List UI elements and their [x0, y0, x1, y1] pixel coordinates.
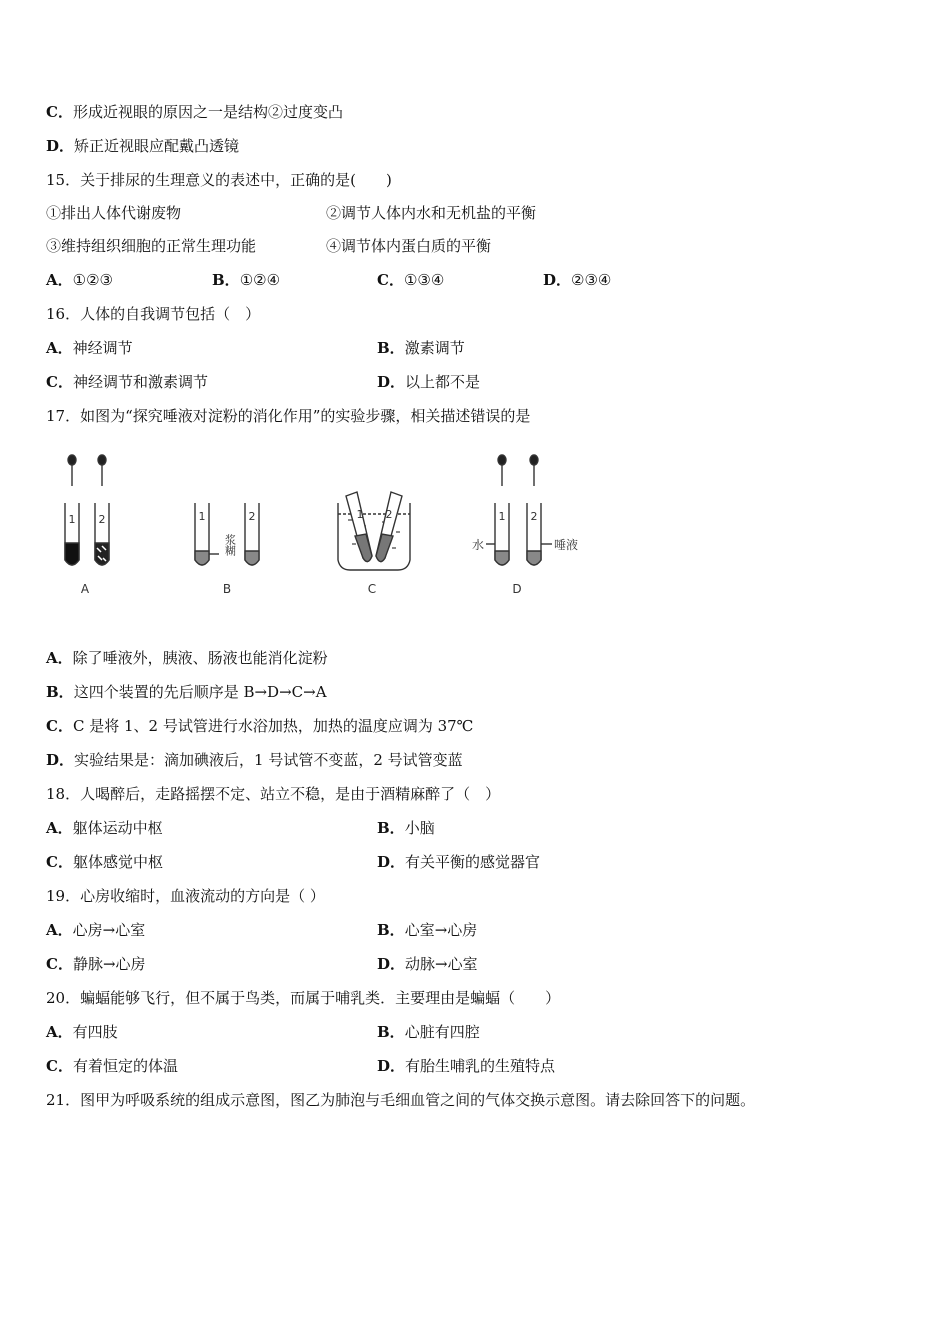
panel-b-tube-1: 1	[198, 510, 206, 523]
q17-experiment-figure	[52, 448, 612, 608]
q17-option-d[interactable]: D．实验结果是：滴加碘液后，1 号试管不变蓝，2 号试管变蓝	[46, 751, 463, 769]
q15-option-c[interactable]: C．①③④	[377, 271, 445, 289]
panel-a-label: A	[80, 582, 90, 596]
panel-c	[338, 492, 410, 570]
q18-option-c[interactable]: C．躯体感觉中枢	[46, 853, 163, 871]
q15-item-4: ④调节体内蛋白质的平衡	[326, 237, 492, 255]
q19-option-d[interactable]: D．动脉→心室	[377, 955, 478, 973]
panel-a-tube-1: 1	[68, 513, 76, 526]
q21-stem: 21．图甲为呼吸系统的组成示意图，图乙为肺泡与毛细血管之间的气体交换示意图。请去除回答下的问题。	[46, 1091, 756, 1109]
q19-stem: 19．心房收缩时，血液流动的方向是（ ）	[46, 887, 325, 905]
q20-option-a[interactable]: A．有四肢	[46, 1023, 118, 1041]
panel-d-tube-1: 1	[498, 510, 506, 523]
q19-option-b[interactable]: B．心室→心房	[377, 921, 478, 939]
panel-d-saliva-label: 唾液	[554, 538, 579, 552]
q18-option-d[interactable]: D．有关平衡的感觉器官	[377, 853, 541, 871]
q15-item-1: ①排出人体代谢废物	[46, 204, 182, 222]
panel-d	[486, 455, 552, 565]
q18-stem: 18．人喝醉后，走路摇摆不定、站立不稳，是由于酒精麻醉了（ ）	[46, 785, 501, 803]
panel-d-tube-2: 2	[530, 510, 538, 523]
q15-item-3: ③维持组织细胞的正常生理功能	[46, 237, 257, 255]
q17-stem: 17．如图为“探究唾液对淀粉的消化作用”的实验步骤，相关描述错误的是	[46, 407, 531, 425]
q17-option-a[interactable]: A．除了唾液外，胰液、肠液也能消化淀粉	[46, 649, 328, 667]
q16-option-b[interactable]: B．激素调节	[377, 339, 465, 357]
panel-c-label: C	[367, 582, 377, 596]
q18-option-a[interactable]: A．躯体运动中枢	[46, 819, 163, 837]
panel-b-label: B	[222, 582, 232, 596]
q17-option-b[interactable]: B．这四个装置的先后顺序是 B→D→C→A	[46, 683, 327, 701]
panel-b-tube-2: 2	[248, 510, 256, 523]
panel-c-tube-1: 1	[356, 508, 364, 521]
q16-option-c[interactable]: C．神经调节和激素调节	[46, 373, 208, 391]
panel-a-tube-2: 2	[98, 513, 106, 526]
q14-option-d: D．矫正近视眼应配戴凸透镜	[46, 137, 240, 155]
q15-option-d[interactable]: D．②③④	[543, 271, 612, 289]
panel-d-label: D	[512, 582, 522, 596]
q19-option-c[interactable]: C．静脉→心房	[46, 955, 146, 973]
panel-b-starch-label: 浆糊	[223, 534, 237, 556]
panel-a	[65, 455, 109, 565]
q16-stem: 16．人体的自我调节包括（ ）	[46, 305, 261, 323]
q20-stem: 20．蝙蝠能够飞行，但不属于鸟类，而属于哺乳类．主要理由是蝙蝠（ ）	[46, 989, 561, 1007]
q15-option-a[interactable]: A．①②③	[46, 271, 113, 289]
q20-option-c[interactable]: C．有着恒定的体温	[46, 1057, 178, 1075]
q17-option-c[interactable]: C．C 是将 1、2 号试管进行水浴加热，加热的温度应调为 37℃	[46, 717, 474, 735]
q20-option-d[interactable]: D．有胎生哺乳的生殖特点	[377, 1057, 556, 1075]
q15-option-b[interactable]: B．①②④	[212, 271, 281, 289]
q16-option-a[interactable]: A．神经调节	[46, 339, 133, 357]
q16-option-d[interactable]: D．以上都不是	[377, 373, 481, 391]
q15-item-2: ②调节人体内水和无机盐的平衡	[326, 204, 537, 222]
q15-stem: 15．关于排尿的生理意义的表述中，正确的是( )	[46, 171, 392, 189]
q20-option-b[interactable]: B．心脏有四腔	[377, 1023, 480, 1041]
panel-d-water-label: 水	[472, 538, 485, 552]
q19-option-a[interactable]: A．心房→心室	[46, 921, 146, 939]
q18-option-b[interactable]: B．小脑	[377, 819, 435, 837]
q14-option-c: C．形成近视眼的原因之一是结构②过度变凸	[46, 103, 343, 121]
panel-c-tube-2: 2	[385, 508, 393, 521]
